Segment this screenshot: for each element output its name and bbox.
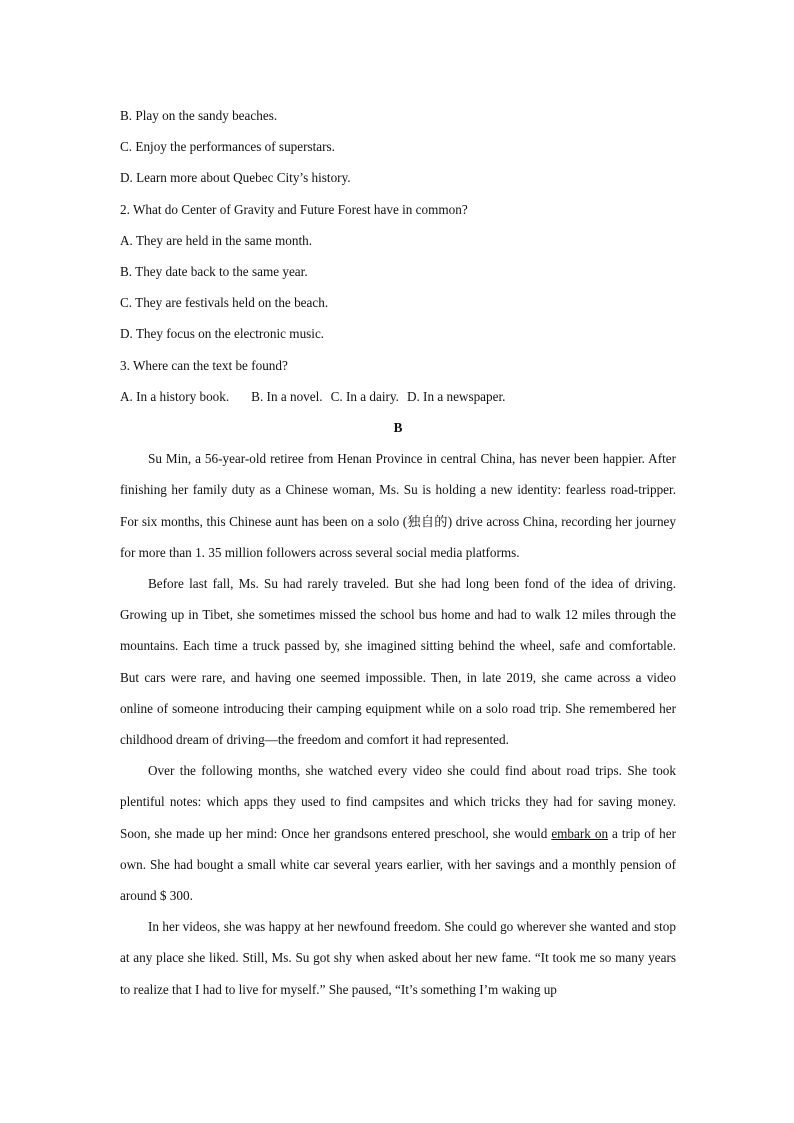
page-content (120, 100, 676, 1005)
q3-option-b: B. In a novel. (251, 388, 323, 404)
passage-b-paragraph-2: Before last fall, Ms. Su had rarely traveled. But she had long been fond of the idea of driving. Growing up in Tibet, she sometimes missed the school bus home and had to walk 12 miles through the mountains. Each time a truck passed by, she imagined sitting behind the wheel, safe and comfortable. But cars were rare, and having one seemed impossible. Then, in late 2019, she came across a video online of someone introducing their camping equipment while on a solo road trip. She remembered her childhood dream of driving—the freedom and comfort it had represented. (120, 576, 676, 748)
q1-option-d: D. Learn more about Quebec City’s history. (120, 170, 351, 186)
q2-option-a: A. They are held in the same month. (120, 232, 313, 248)
q1-option-c: C. Enjoy the performances of superstars. (120, 139, 335, 155)
underlined-phrase-embark-on: embark on (551, 825, 609, 841)
q3-option-d: D. In a newspaper. (406, 388, 506, 404)
q3-options (120, 381, 676, 412)
q3-option-a: A. In a history book. (120, 388, 230, 404)
passage-b-paragraph-4: In her videos, she was happy at her newfound freedom. She could go wherever she wanted and stop at any place she liked. Still, Ms. Su got shy when asked about her new fame. “It took me so many years to realize that I had to live for myself.” She paused, “It’s something I’m waking up (120, 919, 676, 997)
passage-b-paragraph-1: Su Min, a 56-year-old retiree from Henan Province in central China, has never been happier. After finishing her family duty as a Chinese woman, Ms. Su is holding a new identity: fearless road-tripper. For six months, this Chinese aunt has been on a solo (独自的) drive across China, recording her journey for more than 1. 35 million followers across several social media platforms. (120, 451, 676, 560)
q2-option-b: B. They date back to the same year. (120, 264, 308, 280)
q3-option-c: C. In a dairy. (330, 388, 399, 404)
q2-option-d: D. They focus on the electronic music. (120, 326, 325, 342)
q2-stem: 2. What do Center of Gravity and Future Forest have in common? (120, 201, 468, 217)
q2-option-c: C. They are festivals held on the beach. (120, 295, 329, 311)
q1-option-b: B. Play on the sandy beaches. (120, 108, 278, 123)
passage-b-paragraph-3 (120, 755, 676, 911)
p3-text-after: a trip of her own. She had bought a small white car several years earlier, with her savings and a monthly pension of around $ 300. (120, 825, 677, 904)
q3-stem: 3. Where can the text be found? (120, 357, 288, 373)
p3-text-before: Over the following months, she watched every video she could find about road trips. She took plentiful notes: which apps they used to find campsites and which tricks they had for saving money. Soon, she made up her mind: Once her grandsons entered preschool, she would (120, 763, 676, 841)
passage-b-title: B (393, 420, 403, 436)
